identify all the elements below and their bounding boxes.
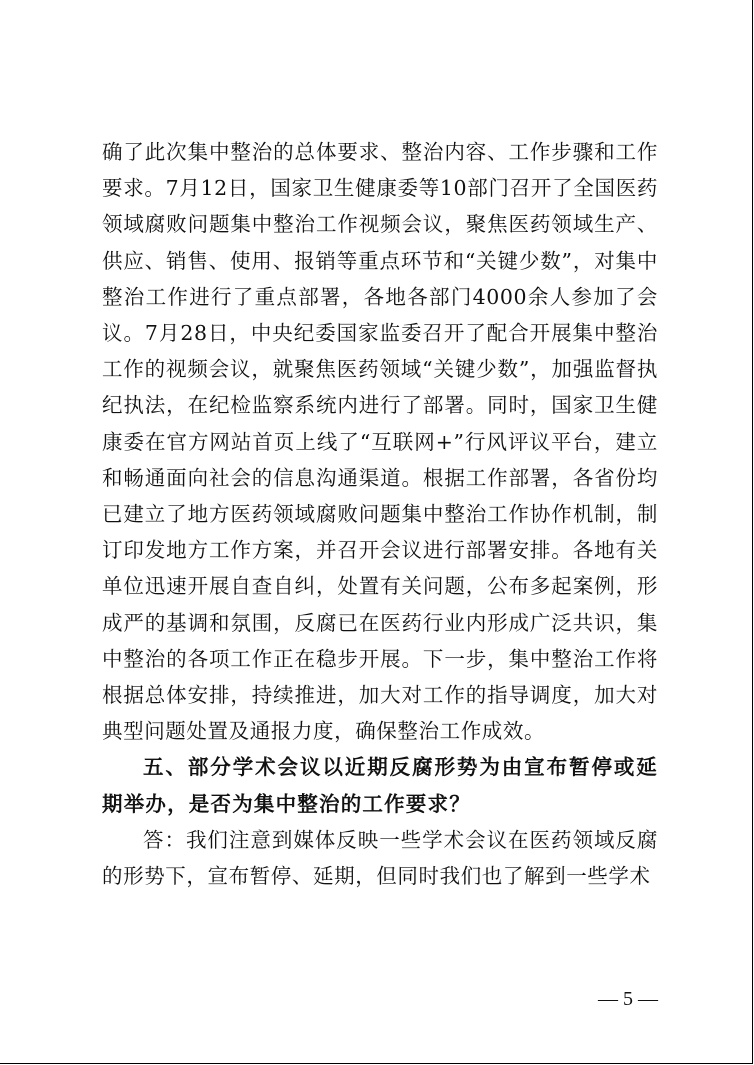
- document-body: [102, 134, 658, 894]
- page-number: — 5 —: [598, 988, 658, 1010]
- body-paragraph-answer-5: 答：我们注意到媒体反映一些学术会议在医药领域反腐的形势下，宣布暂停、延期，但同时我们也了解到一些学术: [102, 827, 658, 889]
- section-heading-question-5: 五、部分学术会议以近期反腐形势为由宣布暂停或延期举办，是否为集中整治的工作要求？: [102, 755, 658, 816]
- body-paragraph-continuation: 确了此次集中整治的总体要求、整治内容、工作步骤和工作要求。7月12日，国家卫生健康委等10部门召开了全国医药领域腐败问题集中整治工作视频会议，聚焦医药领域生产、供应、销售、使用、报销等重点环节和“关键少数”，对集中整治工作进行了重点部署，各地各部门4000余人参加了会议。7月28日，中央纪委国家监委召开了配合开展集中整治工作的视频会议，就聚焦医药领域“关键少数”，加强监督执纪执法，在纪检监察系统内进行了部署。同时，国家卫生健康委在官方网站首页上线了“互联网+”行风评议平台，建立和畅通面向社会的信息沟通渠道。根据工作部署，各省份均已建立了地方医药领域腐败问题集中整治工作协作机制，制订印发地方工作方案，并召开会议进行部署安排。各地有关单位迅速开展自查自纠，处置有关问题，公布多起案例，形成严的基调和氛围，反腐已在医药行业内形成广泛共识，集中整治的各项工作正在稳步开展。下一步，集中整治工作将根据总体安排，持续推进，加大对工作的指导调度，加大对典型问题处置及通报力度，确保整治工作成效。: [102, 140, 658, 744]
